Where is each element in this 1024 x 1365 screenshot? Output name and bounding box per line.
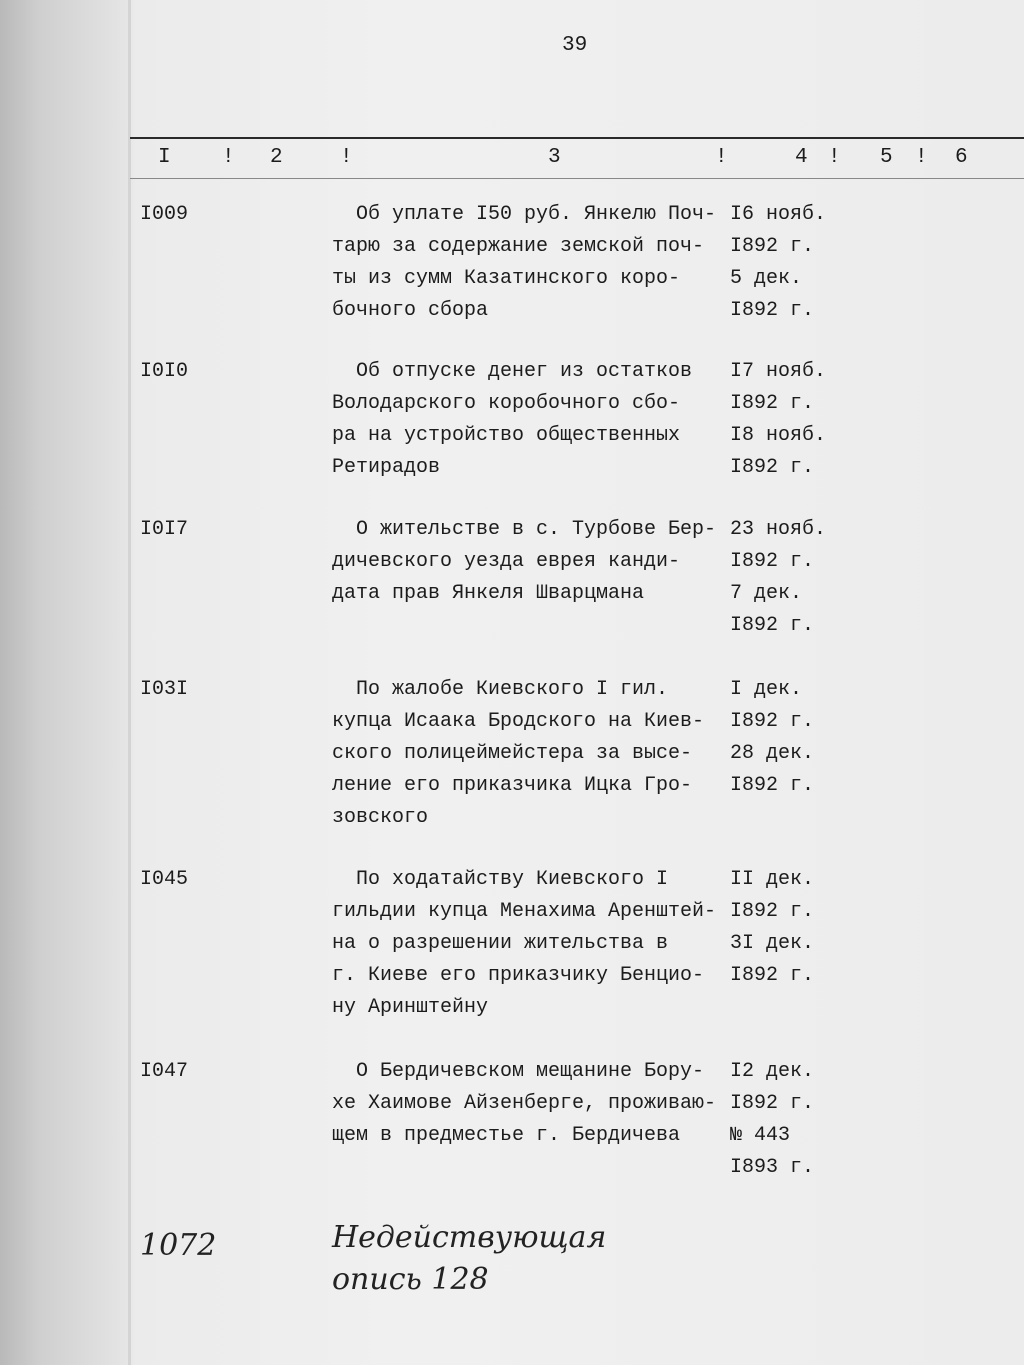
entry-date: 3I дек.: [730, 932, 815, 955]
entry-date: I892 г.: [730, 1092, 815, 1115]
page-fold: [128, 0, 131, 1365]
entry-date: 7 дек.: [730, 582, 803, 605]
handwritten-note-line1: Недействующая: [332, 1220, 607, 1255]
entry-title-line: ну Аринштейну: [332, 996, 489, 1019]
entry-date: II дек.: [730, 868, 815, 891]
column-header: 6: [955, 146, 968, 169]
handwritten-number: 1072: [140, 1228, 217, 1263]
entry-date: I892 г.: [730, 299, 815, 322]
entry-date: I7 нояб.: [730, 360, 827, 383]
entry-title-line: зовского: [332, 806, 429, 829]
entry-date: I дек.: [730, 678, 803, 701]
entry-title-line: Об уплате I50 руб. Янкелю Поч-: [332, 203, 717, 226]
entry-title-line: Об отпуске денег из остатков: [332, 360, 693, 383]
entry-title-line: По ходатайству Киевского I: [332, 868, 669, 891]
entry-date: I892 г.: [730, 456, 815, 479]
entry-date: 23 нояб.: [730, 518, 827, 541]
entry-date: I892 г.: [730, 774, 815, 797]
column-separator: !: [715, 146, 728, 169]
column-separator: !: [222, 146, 235, 169]
entry-date: I6 нояб.: [730, 203, 827, 226]
entry-date: I892 г.: [730, 964, 815, 987]
column-header: 4: [795, 146, 808, 169]
entry-number: I009: [140, 203, 189, 226]
entry-title-line: ление его приказчика Ицка Гро-: [332, 774, 693, 797]
entry-date: I892 г.: [730, 900, 815, 923]
entry-title-line: гильдии купца Менахима Аренштей-: [332, 900, 717, 923]
entry-number: I0I0: [140, 360, 189, 383]
entry-title-line: хе Хаимове Айзенберге, проживаю-: [332, 1092, 717, 1115]
entry-date: I892 г.: [730, 392, 815, 415]
entry-title-line: ра на устройство общественных: [332, 424, 681, 447]
entry-number: I045: [140, 868, 189, 891]
entry-number: I0I7: [140, 518, 189, 541]
entry-title-line: ского полицеймейстера за высе-: [332, 742, 693, 765]
entry-title-line: дичевского уезда еврея канди-: [332, 550, 681, 573]
entry-date: I892 г.: [730, 550, 815, 573]
entry-title-line: Володарского коробочного сбо-: [332, 392, 681, 415]
column-header: 2: [270, 146, 283, 169]
column-separator: !: [828, 146, 841, 169]
entry-date: № 443: [730, 1124, 791, 1147]
entry-title-line: щем в предместье г. Бердичева: [332, 1124, 681, 1147]
entry-date: I892 г.: [730, 235, 815, 258]
entry-date: I892 г.: [730, 710, 815, 733]
entry-title-line: г. Киеве его приказчику Бенцио-: [332, 964, 705, 987]
entry-title-line: О жительстве в с. Турбове Бер-: [332, 518, 717, 541]
entry-title-line: тарю за содержание земской поч-: [332, 235, 705, 258]
entry-title-line: купца Исаака Бродского на Киев-: [332, 710, 705, 733]
entry-title-line: Ретирадов: [332, 456, 441, 479]
handwritten-note-line2: опись 128: [332, 1262, 489, 1297]
page-number: 39: [562, 34, 588, 57]
entry-title-line: бочного сбора: [332, 299, 489, 322]
entry-date: 28 дек.: [730, 742, 815, 765]
entry-date: I892 г.: [730, 614, 815, 637]
column-separator: !: [915, 146, 928, 169]
header-top-rule: [130, 137, 1024, 139]
column-header: I: [158, 146, 171, 169]
entry-date: 5 дек.: [730, 267, 803, 290]
column-header: 3: [548, 146, 561, 169]
entry-title-line: О Бердичевском мещанине Бору-: [332, 1060, 705, 1083]
entry-title-line: на о разрешении жительства в: [332, 932, 669, 955]
entry-title-line: ты из сумм Казатинского коро-: [332, 267, 681, 290]
entry-date: I8 нояб.: [730, 424, 827, 447]
column-separator: !: [340, 146, 353, 169]
header-bottom-rule: [130, 178, 1024, 179]
column-header: 5: [880, 146, 893, 169]
entry-title-line: дата прав Янкеля Шварцмана: [332, 582, 645, 605]
entry-title-line: По жалобе Киевского I гил.: [332, 678, 669, 701]
entry-number: I047: [140, 1060, 189, 1083]
entry-date: I893 г.: [730, 1156, 815, 1179]
entry-date: I2 дек.: [730, 1060, 815, 1083]
entry-number: I03I: [140, 678, 189, 701]
